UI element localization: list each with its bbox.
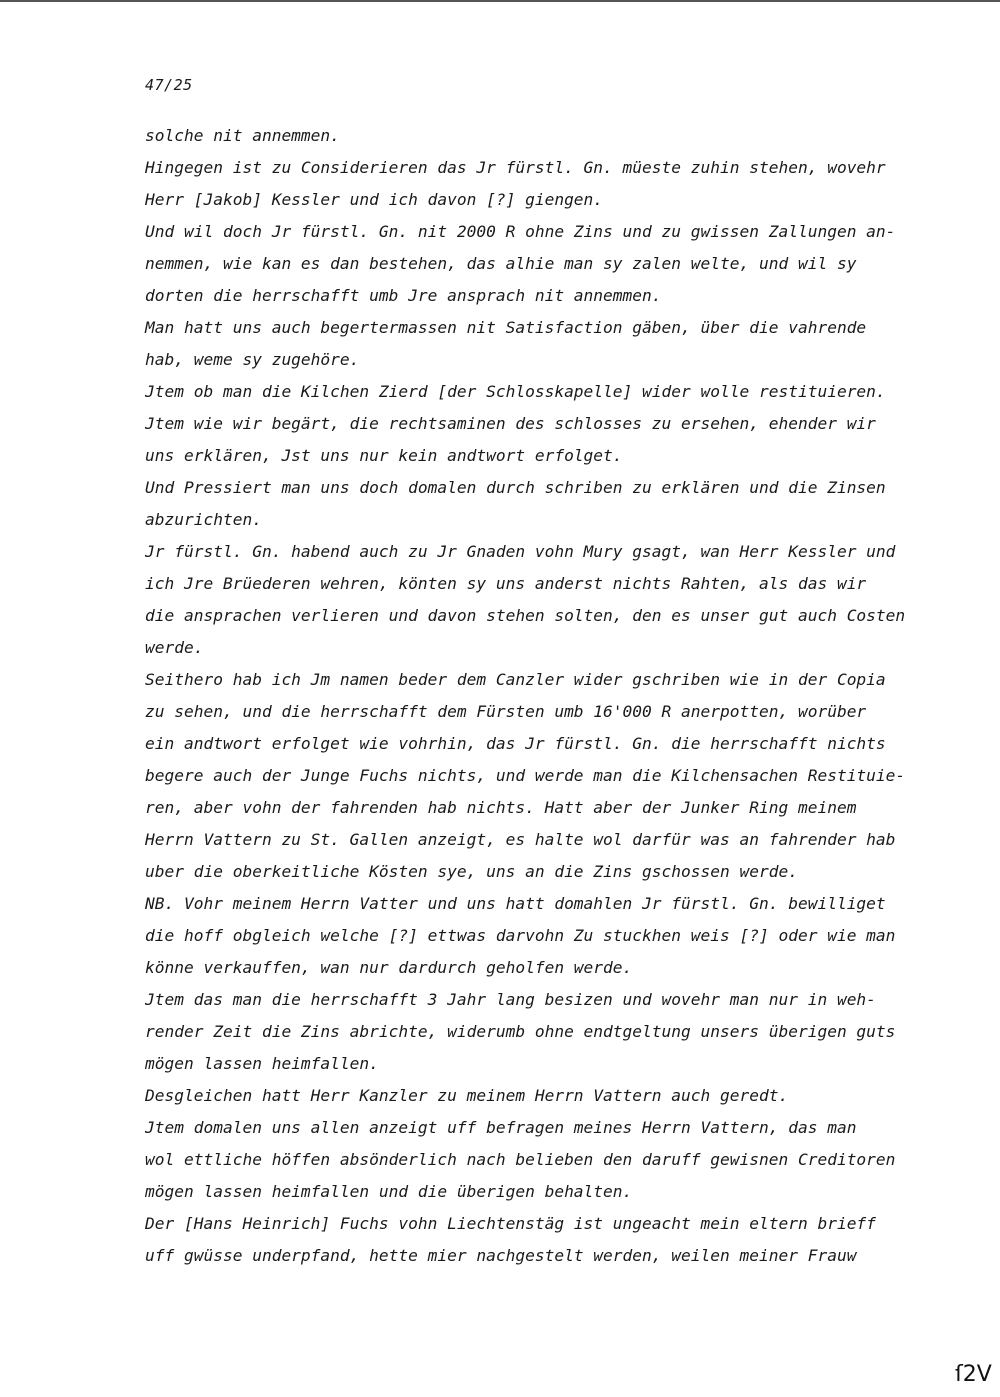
text-line: Herr [Jakob] Kessler und ich davon [?] giengen. <box>145 190 604 209</box>
text-line: render Zeit die Zins abrichte, widerumb ohne endtgeltung unsers überigen guts <box>145 1022 896 1041</box>
text-line: zu sehen, und die herrschafft dem Fürsten umb 16'000 R anerpotten, worüber <box>145 702 867 721</box>
text-line: solche nit annemmen. <box>145 126 340 145</box>
text-line: uff gwüsse underpfand, hette mier nachgestelt werden, weilen meiner Frauw <box>145 1246 857 1265</box>
text-line: Jtem wie wir begärt, die rechtsaminen des schlosses zu ersehen, ehender wir <box>145 414 876 433</box>
text-line: könne verkauffen, wan nur dardurch geholfen werde. <box>145 958 633 977</box>
text-line: Man hatt uns auch begertermassen nit Satisfaction gäben, über die vahrende <box>145 318 867 337</box>
text-line: Hingegen ist zu Considerieren das Jr fürstl. Gn. müeste zuhin stehen, wovehr <box>145 158 886 177</box>
text-line: Jtem das man die herrschafft 3 Jahr lang besizen und wovehr man nur in weh- <box>145 990 876 1009</box>
text-line: uns erklären, Jst uns nur kein andtwort erfolget. <box>145 446 623 465</box>
text-line: Seithero hab ich Jm namen beder dem Canzler wider gschriben wie in der Copia <box>145 670 886 689</box>
text-line: ein andtwort erfolget wie vohrhin, das Jr fürstl. Gn. die herrschafft nichts <box>145 734 886 753</box>
page-number: 47/25 <box>145 76 193 94</box>
text-line: hab, weme sy zugehöre. <box>145 350 360 369</box>
archive-folio-mark: ſ2V <box>955 1362 992 1387</box>
transcription-body <box>145 120 935 1272</box>
top-border-rule <box>0 0 1000 2</box>
text-line: werde. <box>145 638 204 657</box>
text-line: wol ettliche höffen absönderlich nach belieben den daruff gewisnen Creditoren <box>145 1150 896 1169</box>
text-line: mögen lassen heimfallen. <box>145 1054 379 1073</box>
text-line: mögen lassen heimfallen und die überigen behalten. <box>145 1182 633 1201</box>
text-line: die hoff obgleich welche [?] ettwas darvohn Zu stuckhen weis [?] oder wie man <box>145 926 896 945</box>
text-line: ich Jre Brüederen wehren, könten sy uns anderst nichts Rahten, als das wir <box>145 574 867 593</box>
text-line: Jtem domalen uns allen anzeigt uff befragen meines Herrn Vattern, das man <box>145 1118 857 1137</box>
text-line: Jtem ob man die Kilchen Zierd [der Schlosskapelle] wider wolle restituieren. <box>145 382 886 401</box>
text-line: ren, aber vohn der fahrenden hab nichts. Hatt aber der Junker Ring meinem <box>145 798 857 817</box>
text-line: Jr fürstl. Gn. habend auch zu Jr Gnaden vohn Mury gsagt, wan Herr Kessler und <box>145 542 896 561</box>
text-line: Und wil doch Jr fürstl. Gn. nit 2000 R ohne Zins und zu gwissen Zallungen an- <box>145 222 896 241</box>
text-line: nemmen, wie kan es dan bestehen, das alhie man sy zalen welte, und wil sy <box>145 254 857 273</box>
text-line: Herrn Vattern zu St. Gallen anzeigt, es halte wol darfür was an fahrender hab <box>145 830 896 849</box>
text-line: dorten die herrschafft umb Jre ansprach nit annemmen. <box>145 286 662 305</box>
text-line: Desgleichen hatt Herr Kanzler zu meinem Herrn Vattern auch geredt. <box>145 1086 789 1105</box>
text-line: Und Pressiert man uns doch domalen durch schriben zu erklären und die Zinsen <box>145 478 886 497</box>
text-line: begere auch der Junge Fuchs nichts, und werde man die Kilchensachen Restituie- <box>145 766 906 785</box>
text-line: uber die oberkeitliche Kösten sye, uns an die Zins gschossen werde. <box>145 862 798 881</box>
text-line: abzurichten. <box>145 510 262 529</box>
text-line: NB. Vohr meinem Herrn Vatter und uns hatt domahlen Jr fürstl. Gn. bewilliget <box>145 894 886 913</box>
text-line: die ansprachen verlieren und davon stehen solten, den es unser gut auch Costen <box>145 606 906 625</box>
text-line: Der [Hans Heinrich] Fuchs vohn Liechtenstäg ist ungeacht mein eltern brieff <box>145 1214 876 1233</box>
